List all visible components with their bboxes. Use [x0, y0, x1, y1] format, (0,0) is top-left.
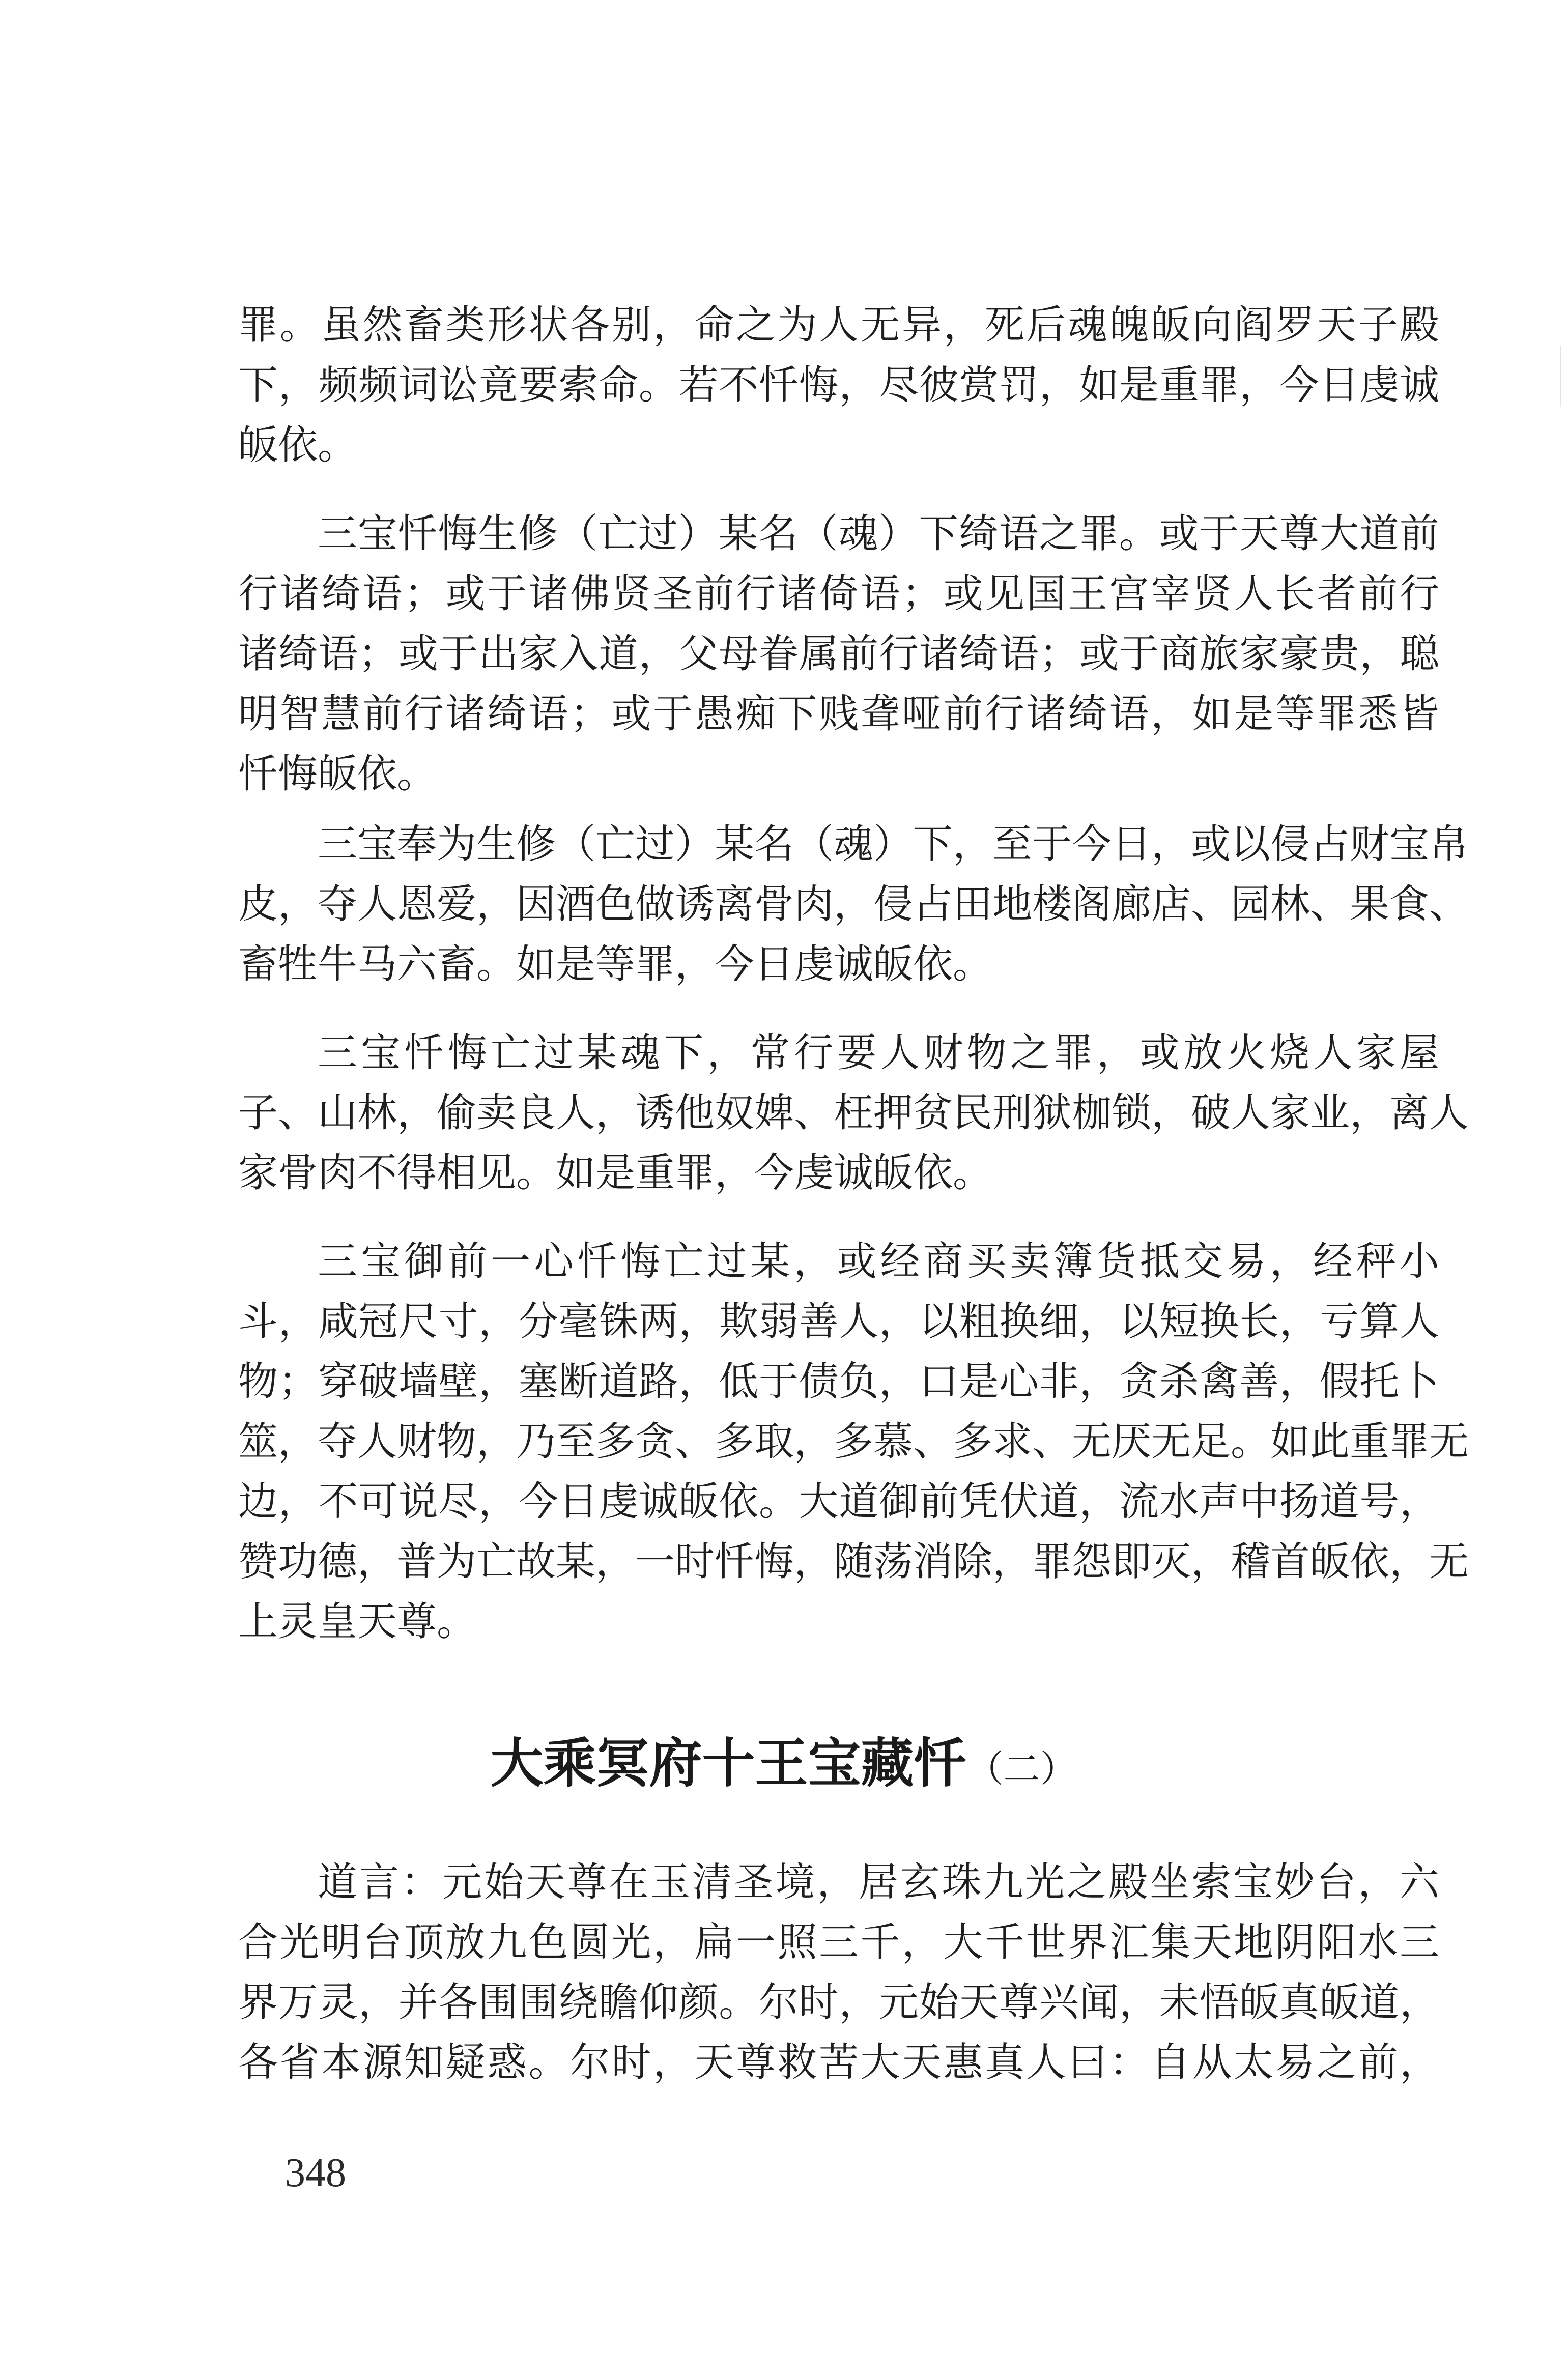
text-line: 三宝忏悔生修（亡过）某名（魂）下绮语之罪。或于天尊大道前: [318, 511, 1439, 557]
section-title-suffix: （二）: [966, 1747, 1077, 1790]
text-line: 边，不可说尽，今日虔诚皈依。大道御前凭伏道，流水声中扬道号，: [238, 1479, 1439, 1525]
text-line: 家骨肉不得相见。如是重罪，今虔诚皈依。: [238, 1150, 993, 1196]
text-line: 子、山林，偷卖良人，诱他奴婢、枉押贫民刑狱枷锁，破人家业，离人: [238, 1090, 1469, 1136]
text-line: 下，频频词讼竟要索命。若不忏悔，尽彼赏罚，如是重罪，今日虔诚: [238, 362, 1439, 408]
text-line: 合光明台顶放九色圆光，扁一照三千，大千世界汇集天地阴阳水三: [238, 1919, 1439, 1965]
text-line: 筮，夺人财物，乃至多贪、多取，多慕、多求、无厌无足。如此重罪无: [238, 1419, 1469, 1465]
text-line: 忏悔皈依。: [238, 751, 437, 797]
scan-edge-mark: [1560, 346, 1561, 407]
text-line: 界万灵，并各围围绕瞻仰颜。尔时，元始天尊兴闻，未悟皈真皈道，: [238, 1980, 1439, 2025]
section-title: [0, 1730, 1567, 1802]
text-line: 道言：元始天尊在玉清圣境，居玄珠九光之殿坐索宝妙台，六: [318, 1859, 1439, 1905]
paragraph-1: [238, 295, 1439, 475]
text-line: 畜牲牛马六畜。如是等罪，今日虔诚皈依。: [238, 941, 993, 987]
text-line: 明智慧前行诸绮语；或于愚痴下贱聋哑前行诸绮语，如是等罪悉皆: [238, 691, 1439, 737]
text-line: 斗，咸冠尺寸，分毫铢两，欺弱善人，以粗换细，以短换长，亏算人: [238, 1299, 1439, 1344]
paragraph-5: [238, 1231, 1469, 1652]
text-line: 三宝奉为生修（亡过）某名（魂）下，至于今日，或以侵占财宝帛: [318, 821, 1469, 867]
page-number: 348: [285, 2150, 346, 2195]
text-line: 皈依。: [238, 422, 358, 468]
text-line: 罪。虽然畜类形状各别，命之为人无异，死后魂魄皈向阎罗天子殿: [238, 302, 1439, 348]
text-line: 物；穿破墙壁，塞断道路，低于债负，口是心非，贪杀禽善，假托卜: [238, 1359, 1439, 1404]
text-line: 诸绮语；或于出家入道，父母眷属前行诸绮语；或于商旅家豪贵，聪: [238, 631, 1439, 677]
section-paragraph: [238, 1852, 1439, 2092]
text-line: 皮，夺人恩爱，因酒色做诱离骨肉，侵占田地楼阁廊店、园林、果食、: [238, 881, 1469, 927]
text-line: 三宝忏悔亡过某魂下，常行要人财物之罪，或放火烧人家屋: [318, 1030, 1439, 1076]
paragraph-3: [238, 814, 1469, 994]
section-title-main: 大乘冥府十王宝藏忏: [490, 1732, 967, 1794]
text-line: 上灵皇天尊。: [238, 1599, 477, 1645]
text-line: 赞功德，普为亡故某，一时忏悔，随荡消除，罪怨即灭，稽首皈依，无: [238, 1539, 1469, 1585]
paragraph-2: [238, 504, 1439, 804]
text-line: 三宝御前一心忏悔亡过某，或经商买卖簿货抵交易，经秤小: [318, 1239, 1439, 1284]
paragraph-4: [238, 1023, 1469, 1203]
text-line: 行诸绮语；或于诸佛贤圣前行诸倚语；或见国王宫宰贤人长者前行: [238, 571, 1439, 617]
text-line: 各省本源知疑惑。尔时，天尊救苦大天惠真人曰：自从太易之前，: [238, 2040, 1439, 2085]
